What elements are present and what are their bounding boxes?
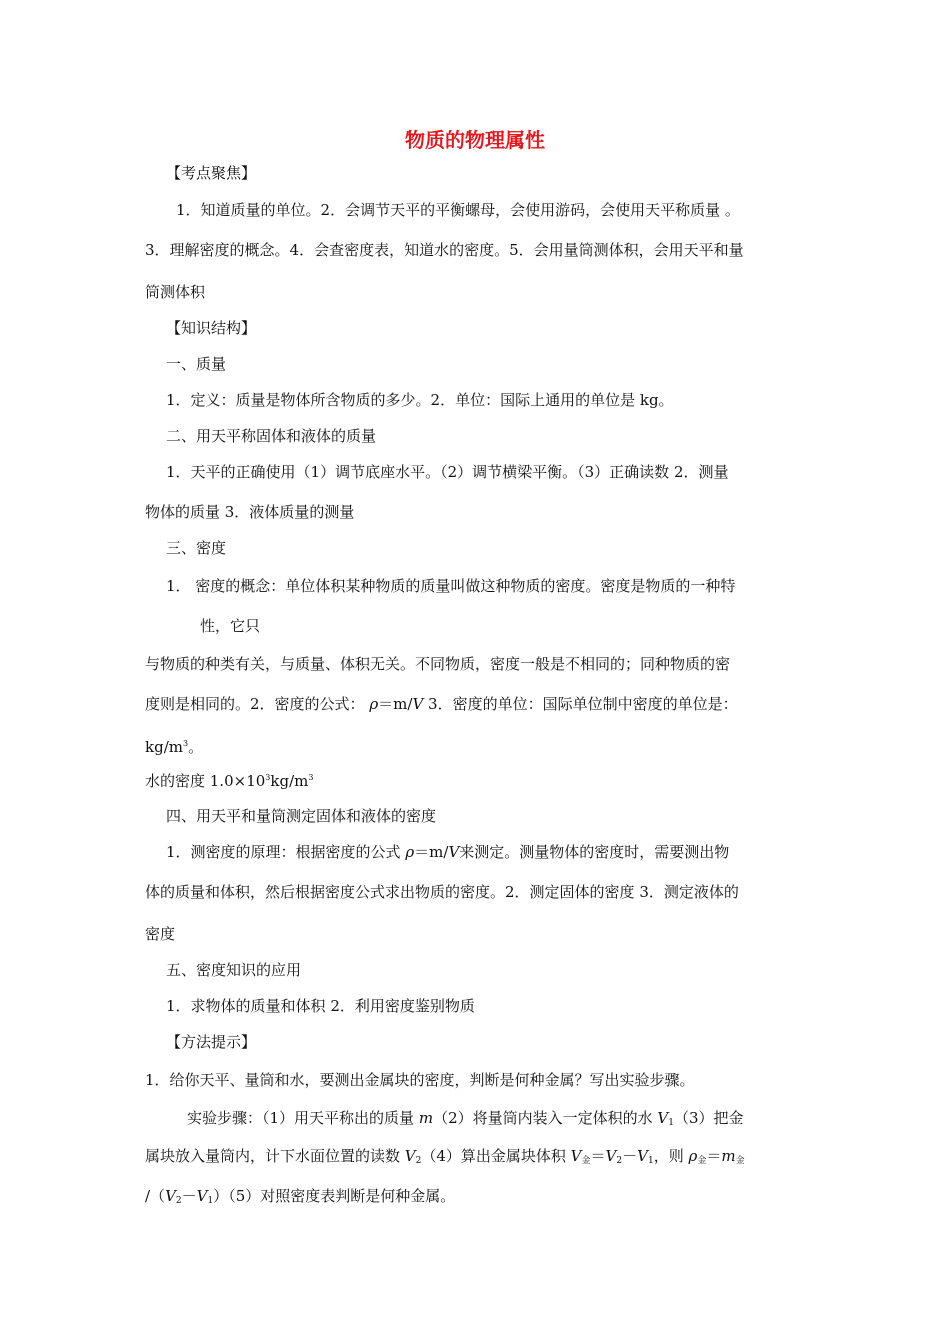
water-density-exponent: 3 [265,773,271,782]
rho-symbol: ρ [688,1147,698,1165]
steps-text-e: （4）算出金属块体积 [421,1147,571,1165]
subscript: 2 [616,1156,623,1166]
volume-symbol: V [605,1147,617,1165]
rho-symbol: ρ [405,843,415,861]
kaodian-line-2: 3．理解密度的概念。4．会查密度表，知道水的密度。5．会用量筒测体积，会用天平和量 [145,241,744,259]
volume-symbol: V [196,1187,208,1205]
minus-sign: － [181,1187,197,1205]
subsection-title-measure-density: 四、用天平和量筒测定固体和液体的密度 [166,807,437,825]
density-unit-end: 。 [188,738,204,756]
subscript: 金 [697,1156,707,1166]
equals-sign: ＝ [706,1147,722,1165]
subsection-title-mass: 一、质量 [166,355,227,373]
density-line-1: 1． 密度的概念：单位体积某种物质的质量叫做这种物质的密度。密度是物质的一种特 [166,577,736,595]
rho-symbol: ρ [369,695,379,713]
subscript: 1 [207,1196,214,1206]
subsection-title-density: 三、密度 [166,539,227,557]
steps-line-3 [145,1186,455,1211]
kaodian-line-3: 筒测体积 [145,283,206,301]
measure-density-line-3: 密度 [145,925,176,943]
volume-symbol: V [448,843,460,861]
density-formula-m: ＝m/ [378,695,413,713]
density-formula-line [145,694,738,714]
steps-line-2 [145,1146,745,1171]
subscript: 2 [175,1196,182,1206]
density-unit-exponent: 3 [182,739,189,748]
density-formula-text-a: 度则是相同的。2．密度的公式： [145,695,370,713]
water-density-unit: kg/m [270,772,309,790]
subscript: 1 [668,1118,674,1128]
subscript: 金 [581,1156,591,1166]
section-heading-zhishi: 【知识结构】 [166,319,257,337]
volume-symbol: V [412,695,424,713]
volume-symbol: V [637,1147,648,1165]
volume-symbol: V [657,1109,669,1127]
steps-text-a: 实验步骤：（1）用天平称出的质量 [187,1109,419,1127]
subscript: 2 [415,1156,422,1166]
mass-definition-line: 1．定义：质量是物体所含物质的多少。2．单位：国际上通用的单位是 kg。 [166,391,674,409]
density-line-2: 性，它只 [200,617,261,635]
steps-line-1 [187,1108,744,1133]
measure-density-line-2: 体的质量和体积，然后根据密度公式求出物质的密度。2．测定固体的密度 3．测定液体的 [145,883,739,901]
density-formula-text-b: 3．密度的单位：国际单位制中密度的单位是： [423,695,738,713]
subsection-title-application: 五、密度知识的应用 [166,961,302,979]
document-title: 物质的物理属性 [405,128,545,152]
balance-line-1: 1．天平的正确使用（1）调节底座水平。（2）调节横梁平衡。（3）正确读数 2．测量 [166,463,729,481]
section-heading-fangfa: 【方法提示】 [166,1033,257,1051]
subsection-title-balance: 二、用天平称固体和液体的质量 [166,427,377,445]
measure-density-m: ＝m/ [414,843,449,861]
measure-density-text-a: 1．测密度的原理：根据密度的公式 [166,843,406,861]
volume-symbol: V [404,1147,416,1165]
measure-density-line-1 [166,842,729,862]
subscript: 金 [735,1156,745,1166]
density-line-3: 与物质的种类有关，与质量、体积无关。不同物质，密度一般是不相同的；同种物质的密 [145,655,731,673]
balance-line-2: 物体的质量 3．液体质量的测量 [145,503,355,521]
steps-text-g: /（ [145,1187,166,1205]
equals-sign: ＝ [590,1147,606,1165]
kaodian-line-1: 1．知道质量的单位。2．会调节天平的平衡螺母，会使用游码，会使用天平称质量 。 [176,201,740,219]
application-line: 1．求物体的质量和体积 2．利用密度鉴别物质 [166,997,475,1015]
volume-symbol: V [165,1187,176,1205]
question-1: 1．给你天平、量筒和水，要测出金属块的密度，判断是何种金属？写出实验步骤。 [145,1071,695,1089]
density-unit: kg/m [145,738,183,756]
mass-symbol: m [418,1109,434,1127]
density-unit-line [145,734,203,757]
steps-text-d: 属块放入量筒内，计下水面位置的读数 [145,1147,405,1165]
minus-sign: － [622,1147,638,1165]
steps-text-c: （3）把金 [673,1109,744,1127]
steps-text-b: （2）将量筒内装入一定体积的水 [433,1109,658,1127]
water-density-text: 水的密度 1.0×10 [145,772,266,790]
volume-symbol: V [570,1147,582,1165]
steps-text-h: ）（5）对照密度表判断是何种金属。 [213,1187,456,1205]
subscript: 1 [647,1156,654,1166]
steps-text-f: ，则 [653,1147,689,1165]
measure-density-text-b: 来测定。测量物体的密度时，需要测出物 [459,843,730,861]
section-heading-kaodian: 【考点聚焦】 [166,164,257,182]
mass-symbol: m [721,1147,736,1165]
water-density-line [145,768,313,791]
water-density-unit-exponent: 3 [308,773,314,782]
